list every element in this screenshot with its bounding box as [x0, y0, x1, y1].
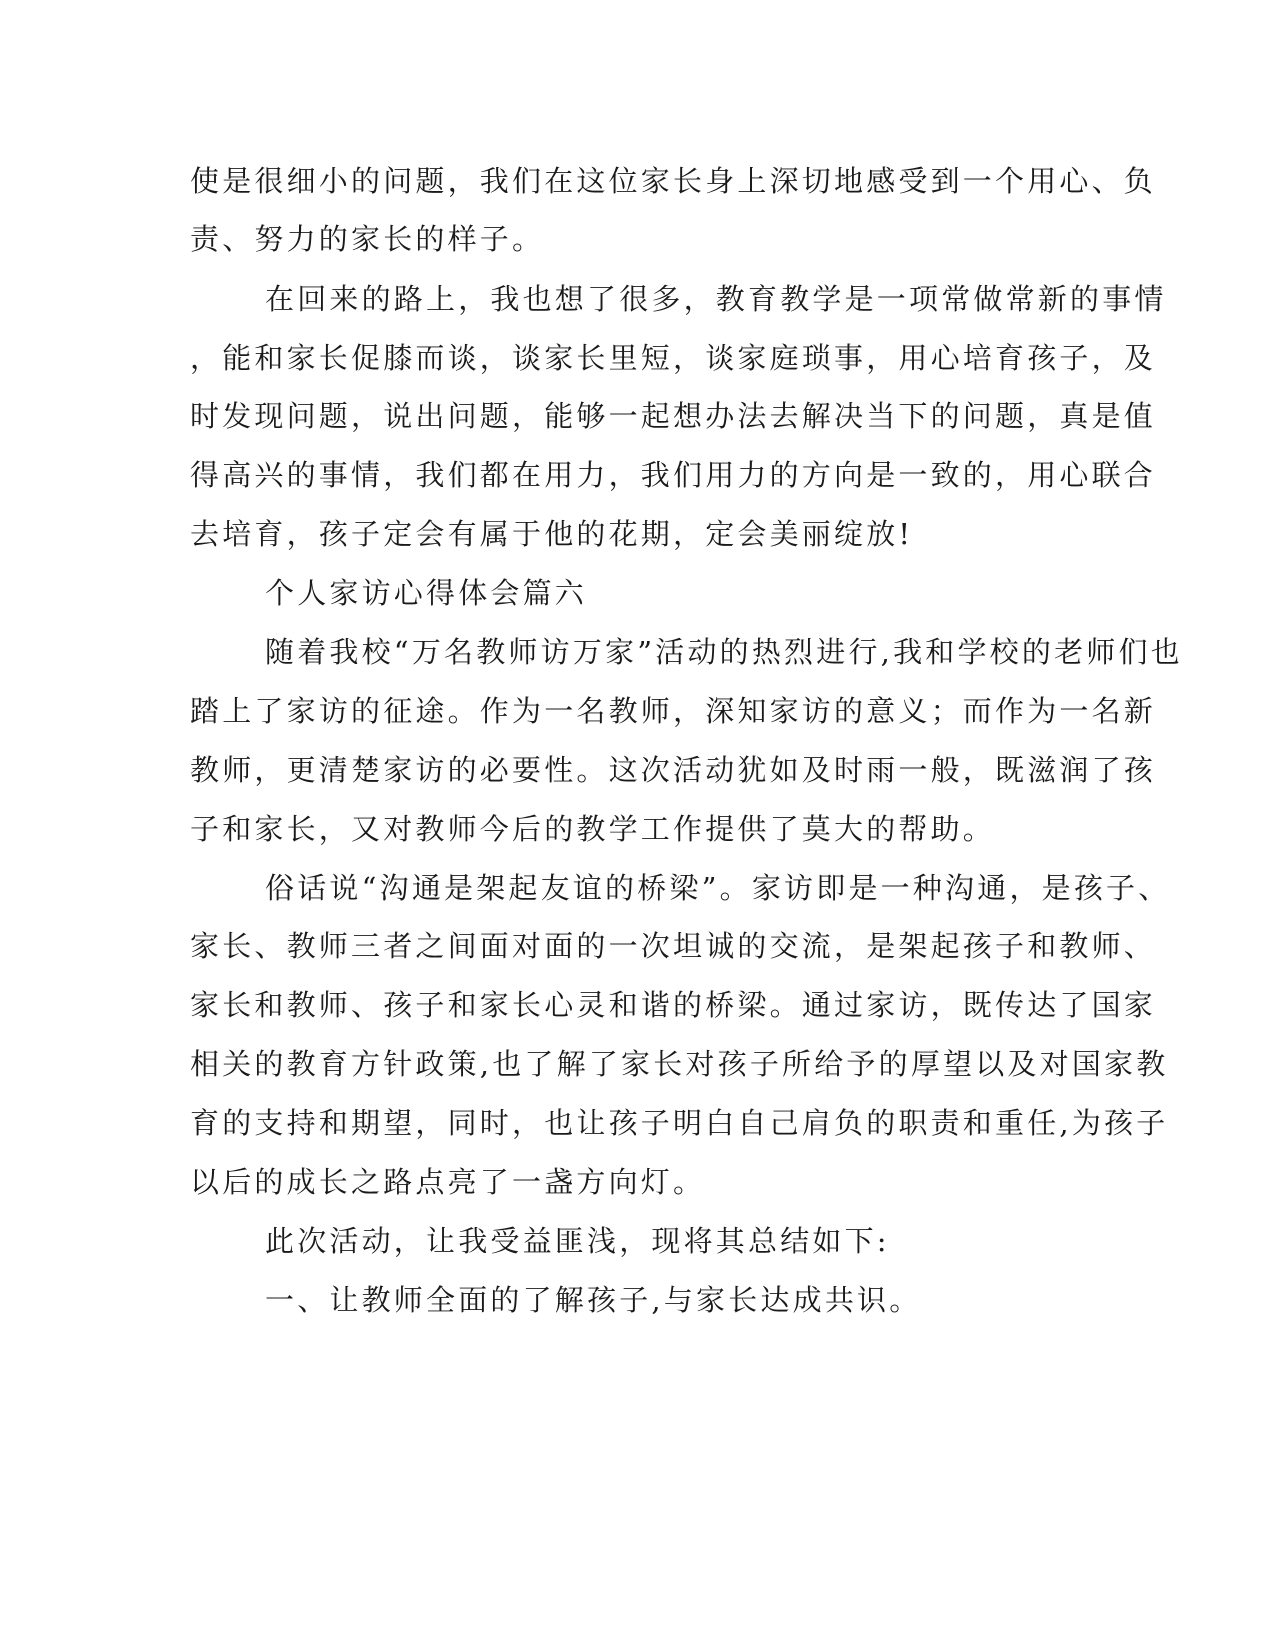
section-heading: 个人家访心得体会篇六 — [265, 576, 588, 610]
list-item-heading: 一、让教师全面的了解孩子,与家长达成共识。 — [265, 1283, 922, 1317]
paragraph-start-line: 随着我校“万名教师访万家”活动的热烈进行,我和学校的老师们也 — [265, 635, 1183, 669]
text-line: 使是很细小的问题，我们在这位家长身上深切地感受到一个用心、负 — [190, 164, 1157, 198]
text-line: 家长、教师三者之间面对面的一次坦诚的交流，是架起孩子和教师、 — [190, 929, 1157, 963]
text-line: 去培育，孩子定会有属于他的花期，定会美丽绽放! — [190, 517, 914, 551]
text-line: 责、努力的家长的样子。 — [190, 222, 545, 256]
text-line: 时发现问题，说出问题，能够一起想办法去解决当下的问题，真是值 — [190, 399, 1157, 433]
text-line: 教师，更清楚家访的必要性。这次活动犹如及时雨一般，既滋润了孩 — [190, 753, 1157, 787]
text-line: 相关的教育方针政策,也了解了家长对孩子所给予的厚望以及对国家教 — [190, 1047, 1169, 1081]
text-line: ，能和家长促膝而谈，谈家长里短，谈家庭琐事，用心培育孩子，及 — [190, 341, 1157, 375]
text-line: 踏上了家访的征途。作为一名教师，深知家访的意义；而作为一名新 — [190, 694, 1157, 728]
paragraph-start-line: 此次活动，让我受益匪浅，现将其总结如下: — [265, 1224, 890, 1258]
text-line: 家长和教师、孩子和家长心灵和谐的桥梁。通过家访，既传达了国家 — [190, 988, 1157, 1022]
text-line: 子和家长，又对教师今后的教学工作提供了莫大的帮助。 — [190, 812, 996, 846]
text-line: 以后的成长之路点亮了一盏方向灯。 — [190, 1165, 706, 1199]
paragraph-start-line: 俗话说“沟通是架起友谊的桥梁”。家访即是一种沟通，是孩子、 — [265, 871, 1171, 905]
text-line: 育的支持和期望，同时，也让孩子明白自己肩负的职责和重任,为孩子 — [190, 1106, 1169, 1140]
paragraph-start-line: 在回来的路上，我也想了很多，教育教学是一项常做常新的事情 — [265, 282, 1167, 316]
text-line: 得高兴的事情，我们都在用力，我们用力的方向是一致的，用心联合 — [190, 458, 1157, 492]
